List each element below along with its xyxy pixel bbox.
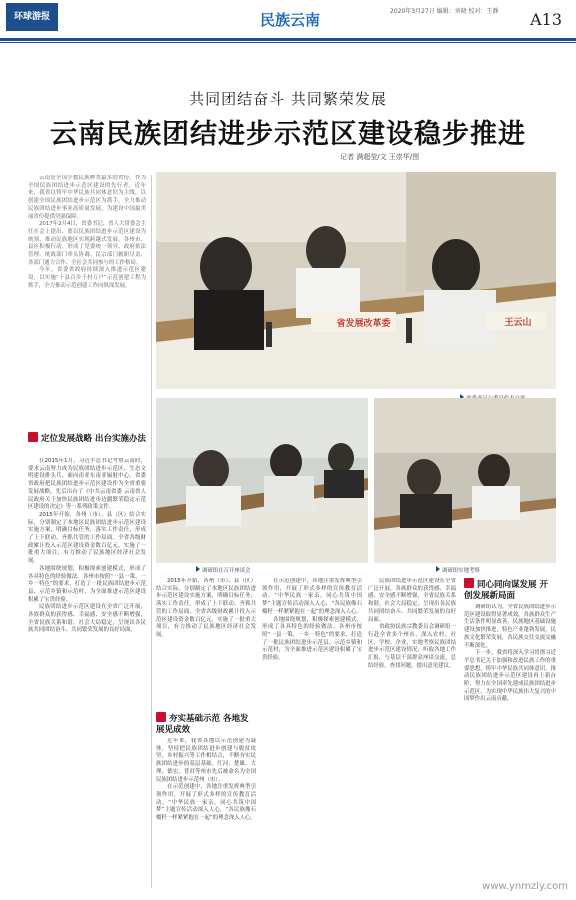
body-paragraph: 各地围绕规划，积极探索创建模式，形成了各具特色的经验做法。各州市按照“一县一策、一乡一特色”的要求，打造了一批民族团结进步示范县、示范乡镇和示范村，为全面推进示范区建设积累了宝贵经验。	[28, 565, 146, 603]
body-paragraph: 各地围绕规划，积极探索创建模式，形成了各具特色的经验做法。各州市按照“一县一策、一乡一特色”的要求，打造了一批民族团结进步示范县、示范乡镇和示范村，为全面推进示范区建设积累了宝贵经验。	[262, 616, 362, 662]
column-4	[368, 578, 456, 888]
section-marker-icon	[156, 712, 166, 722]
section-marker-icon	[464, 578, 474, 588]
column-1	[28, 458, 146, 888]
article-subhead: 共同团结奋斗 共同繁荣发展	[189, 90, 387, 108]
column-3	[262, 578, 362, 888]
column-5	[464, 604, 556, 888]
body-paragraph: 下一步，我省将深入学习贯彻习近平总书记关于加强和改进民族工作的重要思想，铸牢中华民族共同体意识，推动民族团结进步示范区建设再上新台阶，努力在全国率先建成民族团结进步示范区，为实现中华民族伟大复兴的中国梦作出云南贡献。	[464, 650, 556, 703]
meeting-photo-left	[156, 398, 368, 563]
caption-arrow-icon	[436, 566, 440, 572]
column-2-bottom	[156, 738, 256, 888]
intro-paragraph: 云南是全国少数民族种类最多的省份，作为全国民族团结进步示范区建设的先行者，近年来，我省以铸牢中华民族共同体意识为主线，以创建全国民族团结进步示范区为抓手，全力推动民族团结进步事业高质量发展，为建设中国最美丽省份提供坚强保障。	[28, 175, 146, 220]
section-1-title: 定位发展战略 出台实施办法	[28, 432, 146, 445]
body-paragraph: 民族团结进步示范区建设在全省广泛开展，各族群众的获得感、幸福感、安全感不断增强，全省民族关系和谐，社会大局稳定，呈现出各民族共同团结奋斗、共同繁荣发展的良好局面。	[368, 578, 456, 623]
article-headline: 云南民族团结进步示范区建设稳步推进	[50, 119, 526, 150]
masthead-rule-thin	[0, 42, 576, 43]
masthead	[0, 0, 576, 44]
intro-paragraph: 今年，省委省政府持续深入推进示范区建设，以实施“十县百乡千村万户”示范创建工程为抓手，全力推动示范创建工作向纵深发展。	[28, 267, 146, 289]
nameplate-2: 王云山	[504, 317, 532, 328]
column-2-top	[156, 578, 256, 708]
body-paragraph: 2015年开始，各州（市）、县（区）结合实际，分别制定了本地区民族团结进步示范区建设实施方案，明确目标任务，落实工作责任，形成了上下联动、齐抓共管的工作局面。全省各级财政累计投入示范区建设资金数百亿元，实施了一批重大项目，有力推动了民族地区经济社会发展。	[28, 511, 146, 565]
meeting-photo-left-image	[156, 398, 368, 563]
body-paragraph: 2015年开始，各州（市）、县（区）结合实际，分别制定了本地区民族团结进步示范区建设实施方案，明确目标任务，落实工作责任，形成了上下联动、齐抓共管的工作局面。全省各级财政累计投入示范区建设资金数百亿元，实施了一批重大项目，有力推动了民族地区经济社会发展。	[156, 578, 256, 638]
meeting-photo-main	[156, 172, 556, 389]
body-paragraph: 在2015年1月，习近平总书记考察云南时，要求云南努力成为民族团结进步示范区、生态文明建设排头兵、面向南亚东南亚辐射中心。省委省政府把民族团结进步示范区建设作为全省重要发展战略，先后出台了《中共云南省委 云南省人民政府关于加快民族团结进步边疆繁荣稳定示范区建设的决定》等一系列政策文件。	[28, 458, 146, 511]
section-marker-icon	[28, 432, 38, 442]
meeting-photo-right-image	[374, 398, 556, 563]
masthead-rule	[0, 38, 576, 41]
section-3-title: 同心同向谋发展 开创发展新局面	[464, 580, 548, 601]
article-byline: 记者 满超莹/文 王崇华/图	[340, 153, 420, 161]
meeting-photo-image	[156, 172, 556, 389]
nameplate-1: 省发展改革委	[336, 318, 391, 329]
meeting-photo-right	[374, 398, 556, 563]
body-paragraph: 调研组认为，全省民族团结进步示范区建设取得显著成效，各族群众生产生活条件明显改善，民族地区基础设施建设加快推进，特色产业蓬勃发展，民族文化繁荣发展，各民族交往交流交融不断深化。	[464, 604, 556, 649]
issue-date: 2020年3月27日 编辑：刘晓 校对：王静	[390, 8, 499, 15]
body-paragraph: 省政协民族宗教委员会调研组一行赴全省多个州市，深入农村、社区、学校、企业，实地考察民族团结进步示范区建设情况，听取各地工作汇报，与基层干部群众座谈交流，总结经验，查找问题，提出意见建议。	[368, 624, 456, 669]
section-2-title: 夯实基础示范 各地发展见成效	[156, 714, 249, 735]
body-paragraph: 民族团结进步示范区建设在全省广泛开展，各族群众的获得感、幸福感、安全感不断增强，全省民族关系和谐，社会大局稳定，呈现出各民族共同团结奋斗、共同繁荣发展的良好局面。	[28, 604, 146, 634]
caption-arrow-icon	[196, 566, 200, 572]
body-paragraph: 在示范创建中，各地注重发挥典型引领作用，开展了形式多样的宣传教育活动。“中华民族一家亲，同心共筑中国梦”主题宣传活动深入人心，“各民族像石榴籽一样紧紧抱在一起”的理念深入人心。	[262, 578, 362, 615]
caption-right-photo: 调研组实地考察	[436, 566, 480, 574]
section-title: 民族云南	[259, 10, 320, 29]
body-paragraph: 近年来，我省各地以示范创建为载体，坚持把民族团结进步创建与脱贫攻坚、乡村振兴等工作相结合，不断夯实民族团结进步的基层基础。红河、楚雄、大理、德宏、普洱等州市先后被命名为全国民族团结进步示范州（市）。	[156, 738, 256, 783]
page-number: A13	[530, 10, 562, 29]
body-paragraph: 在示范创建中，各地注重发挥典型引领作用，开展了形式多样的宣传教育活动。“中华民族一家亲，同心共筑中国梦”主题宣传活动深入人心，“各民族像石榴籽一样紧紧抱在一起”的理念深入人心。	[156, 784, 256, 822]
intro-paragraph: 2017年2月4日，省委书记、省人大常委会主任在会上提出，要以民族团结进步示范区建设为统领，推动民族地区实现跨越式发展。各州市、县区积极行动，形成了党委统一领导、政府依法管理、统战部门牵头协调、民宗部门履职尽责、各部门通力合作、全社会共同参与的工作格局。	[28, 221, 146, 266]
column-divider	[151, 175, 152, 888]
article-intro	[28, 175, 146, 425]
caption-left-photo: 调研组在召开座谈会	[196, 566, 251, 574]
newspaper-logo: 环球游报	[6, 3, 58, 31]
site-watermark: www.ynmzly.com	[482, 881, 568, 892]
